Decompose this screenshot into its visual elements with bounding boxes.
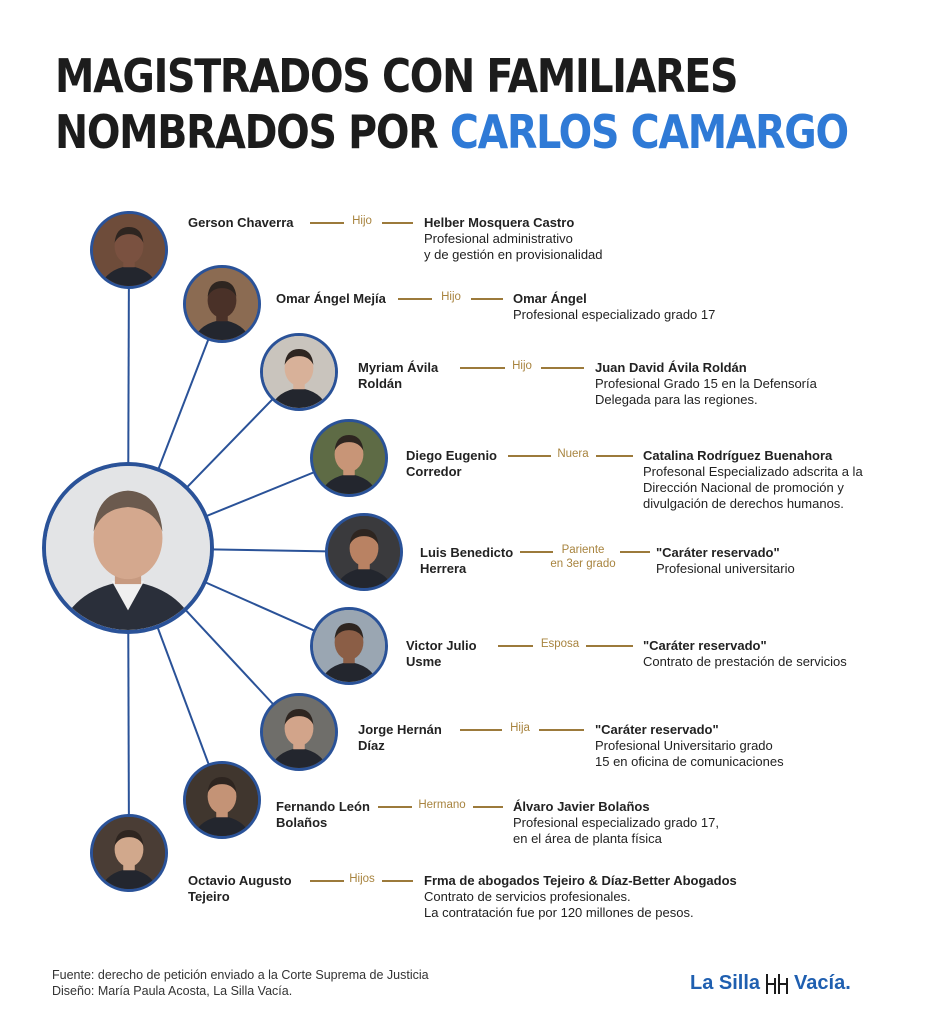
relative-description: Contrato de servicios profesionales. La contratación fue por 120 millones de pesos. — [424, 889, 694, 920]
portrait-icon — [46, 466, 210, 630]
relation-line — [378, 806, 412, 808]
relation-line — [310, 222, 344, 224]
relation-label: Pariente en 3er grado — [550, 544, 616, 570]
relative-info — [656, 545, 795, 577]
relation-label: Hijo — [512, 360, 532, 372]
relative-description: Profesional universitario — [656, 561, 795, 576]
relation-line — [460, 367, 505, 369]
relation-line — [382, 222, 413, 224]
relation-label: Esposa — [540, 638, 580, 650]
relative-name: "Caráter reservado" — [643, 638, 767, 653]
relative-info — [595, 722, 784, 770]
empty-chairs-icon — [764, 973, 790, 995]
portrait-icon — [186, 268, 258, 340]
footer — [52, 967, 429, 999]
relative-name: Frma de abogados Tejeiro & Díaz-Better Abogados — [424, 873, 737, 888]
brand-logo — [690, 972, 851, 995]
magistrate-name: Jorge Hernán Díaz — [358, 722, 442, 753]
magistrate-portrait — [310, 607, 388, 685]
relation-line — [460, 729, 502, 731]
relative-name: Omar Ángel — [513, 291, 587, 306]
relation-line — [310, 880, 344, 882]
relation-line — [620, 551, 650, 553]
magistrate-name: Victor Julio Usme — [406, 638, 477, 669]
relative-description: Profesional especializado grado 17 — [513, 307, 716, 322]
portrait-icon — [313, 610, 385, 682]
relative-info — [643, 448, 863, 512]
relation-label: Hermano — [418, 799, 466, 811]
relation-label: Nuera — [557, 448, 589, 460]
relative-name: "Caráter reservado" — [595, 722, 719, 737]
relative-name: "Caráter reservado" — [656, 545, 780, 560]
relation-label: Hijo — [441, 291, 461, 303]
relative-description: Profesonal Especializado adscrita a la Dirección Nacional de promoción y divulgación de derechos humanos. — [643, 464, 863, 511]
relative-info — [513, 291, 715, 323]
magistrate-portrait — [325, 513, 403, 591]
relative-name: Catalina Rodríguez Buenahora — [643, 448, 833, 463]
relative-info — [424, 873, 737, 921]
magistrate-portrait — [260, 693, 338, 771]
relation-line — [541, 367, 584, 369]
portrait-icon — [263, 336, 335, 408]
magistrate-portrait — [183, 265, 261, 343]
relative-description: Profesional especializado grado 17, en el área de planta física — [513, 815, 719, 846]
relation-label: Hijo — [352, 215, 372, 227]
relative-description: Profesional Grado 15 en la Defensoría Delegada para las regiones. — [595, 376, 817, 407]
magistrate-name: Diego Eugenio Corredor — [406, 448, 497, 479]
relation-line — [539, 729, 584, 731]
relation-line — [596, 455, 633, 457]
magistrate-name: Myriam Ávila Roldán — [358, 360, 439, 391]
magistrate-name: Fernando León Bolaños — [276, 799, 370, 830]
portrait-icon — [328, 516, 400, 588]
logo-text-2: Vacía. — [794, 972, 851, 994]
magistrate-name: Gerson Chaverra — [188, 215, 294, 230]
relation-line — [498, 645, 533, 647]
portrait-icon — [93, 817, 165, 889]
title-accent: CARLOS CAMARGO — [449, 105, 848, 159]
relative-description: Profesional administrativo y de gestión en provisionalidad — [424, 231, 603, 262]
magistrate-portrait — [90, 814, 168, 892]
relation-label: Hija — [510, 722, 530, 734]
relation-line — [508, 455, 551, 457]
title-line-2: NOMBRADOS POR — [55, 105, 438, 159]
magistrate-portrait — [260, 333, 338, 411]
relative-info — [424, 215, 603, 263]
magistrate-portrait — [183, 761, 261, 839]
portrait-icon — [263, 696, 335, 768]
portrait-icon — [313, 422, 385, 494]
relative-description: Contrato de prestación de servicios — [643, 654, 847, 669]
center-portrait — [42, 462, 214, 634]
magistrate-name: Octavio Augusto Tejeiro — [188, 873, 292, 904]
relative-description: Profesional Universitario grado 15 en oficina de comunicaciones — [595, 738, 784, 769]
source-credit: Fuente: derecho de petición enviado a la Corte Suprema de Justicia — [52, 968, 429, 982]
relative-name: Helber Mosquera Castro — [424, 215, 575, 230]
design-credit: Diseño: María Paula Acosta, La Silla Vacía. — [52, 984, 293, 998]
portrait-icon — [93, 214, 165, 286]
magistrate-name: Omar Ángel Mejía — [276, 291, 386, 306]
relation-line — [398, 298, 432, 300]
magistrate-name: Luis Benedicto Herrera — [420, 545, 514, 576]
magistrate-portrait — [90, 211, 168, 289]
relative-name: Juan David Ávila Roldán — [595, 360, 747, 375]
relation-line — [471, 298, 503, 300]
portrait-icon — [186, 764, 258, 836]
relative-info — [513, 799, 719, 847]
relative-info — [595, 360, 817, 408]
magistrate-portrait — [310, 419, 388, 497]
title-line-1: MAGISTRADOS CON FAMILIARES — [55, 49, 738, 103]
relation-line — [520, 551, 553, 553]
relative-name: Álvaro Javier Bolaños — [513, 799, 650, 814]
relation-label: Hijos — [349, 873, 375, 885]
relative-info — [643, 638, 847, 670]
relation-line — [473, 806, 503, 808]
relation-line — [382, 880, 413, 882]
relation-line — [586, 645, 633, 647]
logo-text-1: La Silla — [690, 972, 761, 994]
